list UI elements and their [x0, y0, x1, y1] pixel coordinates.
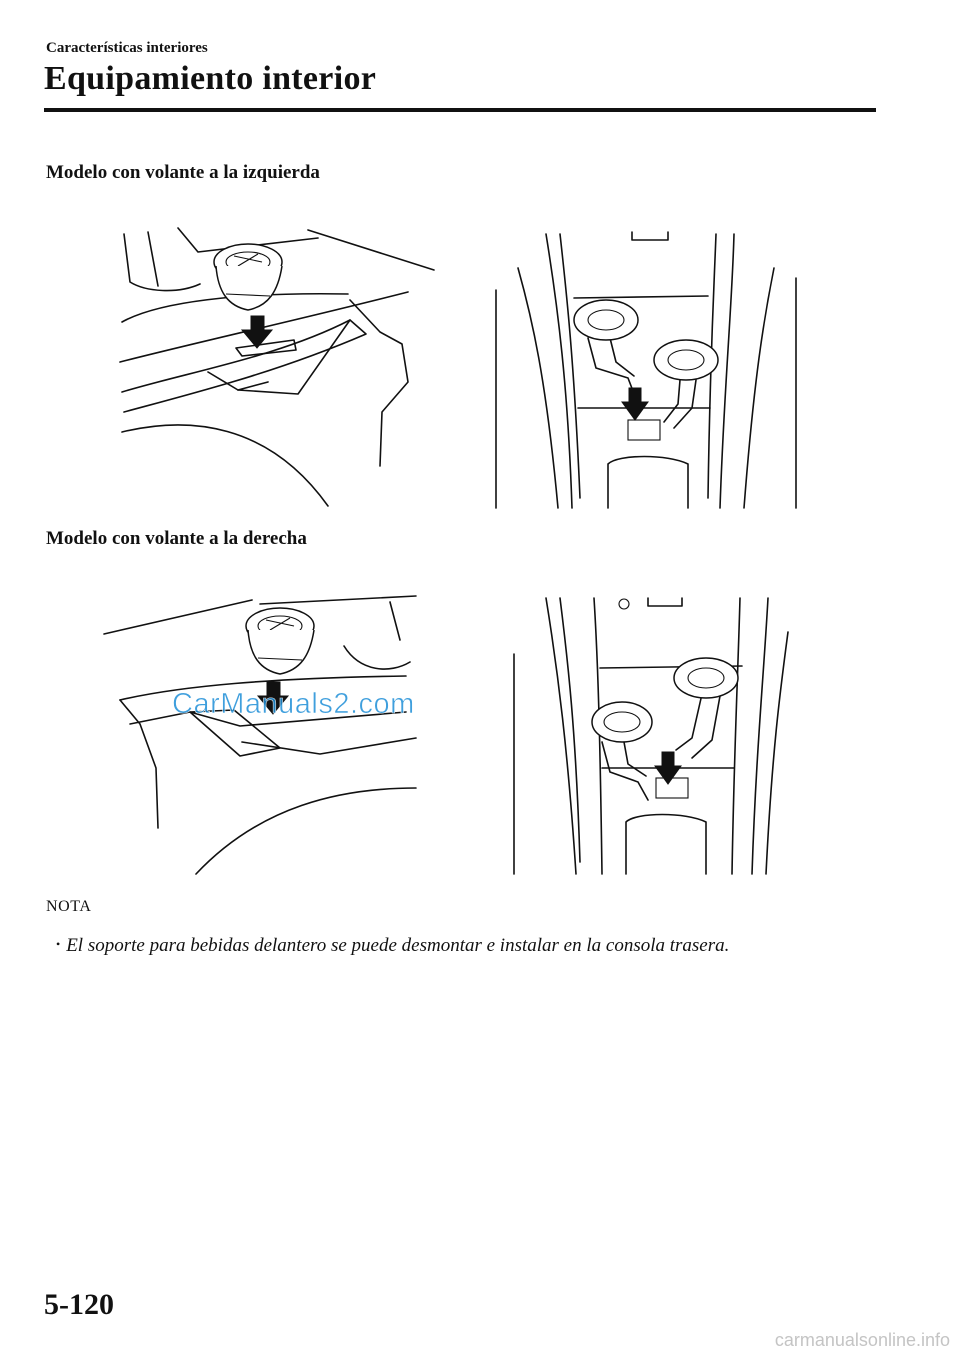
note-label: NOTA [46, 898, 92, 915]
page-number: 5-120 [44, 1288, 114, 1321]
rhd-cupholder-front-illustration [100, 592, 418, 876]
lhd-cupholder-rear-illustration [488, 228, 802, 510]
heading-right-hand-drive: Modelo con volante a la derecha [46, 528, 307, 549]
note-text: El soporte para bebidas delantero se puede desmontar e instalar en la consola trasera. [66, 935, 730, 956]
footer-site-watermark: carmanualsonline.info [774, 1330, 950, 1350]
title-rule [44, 108, 876, 112]
section-label: Características interiores [46, 40, 208, 56]
bullet: • [56, 937, 61, 951]
note-item [56, 935, 729, 957]
chapter-title: Equipamiento interior [44, 60, 377, 97]
heading-left-hand-drive: Modelo con volante a la izquierda [46, 162, 320, 183]
lhd-cupholder-front-illustration [118, 222, 436, 512]
rhd-cupholder-rear-illustration [506, 592, 816, 876]
watermark: CarManuals2.com [172, 688, 415, 720]
